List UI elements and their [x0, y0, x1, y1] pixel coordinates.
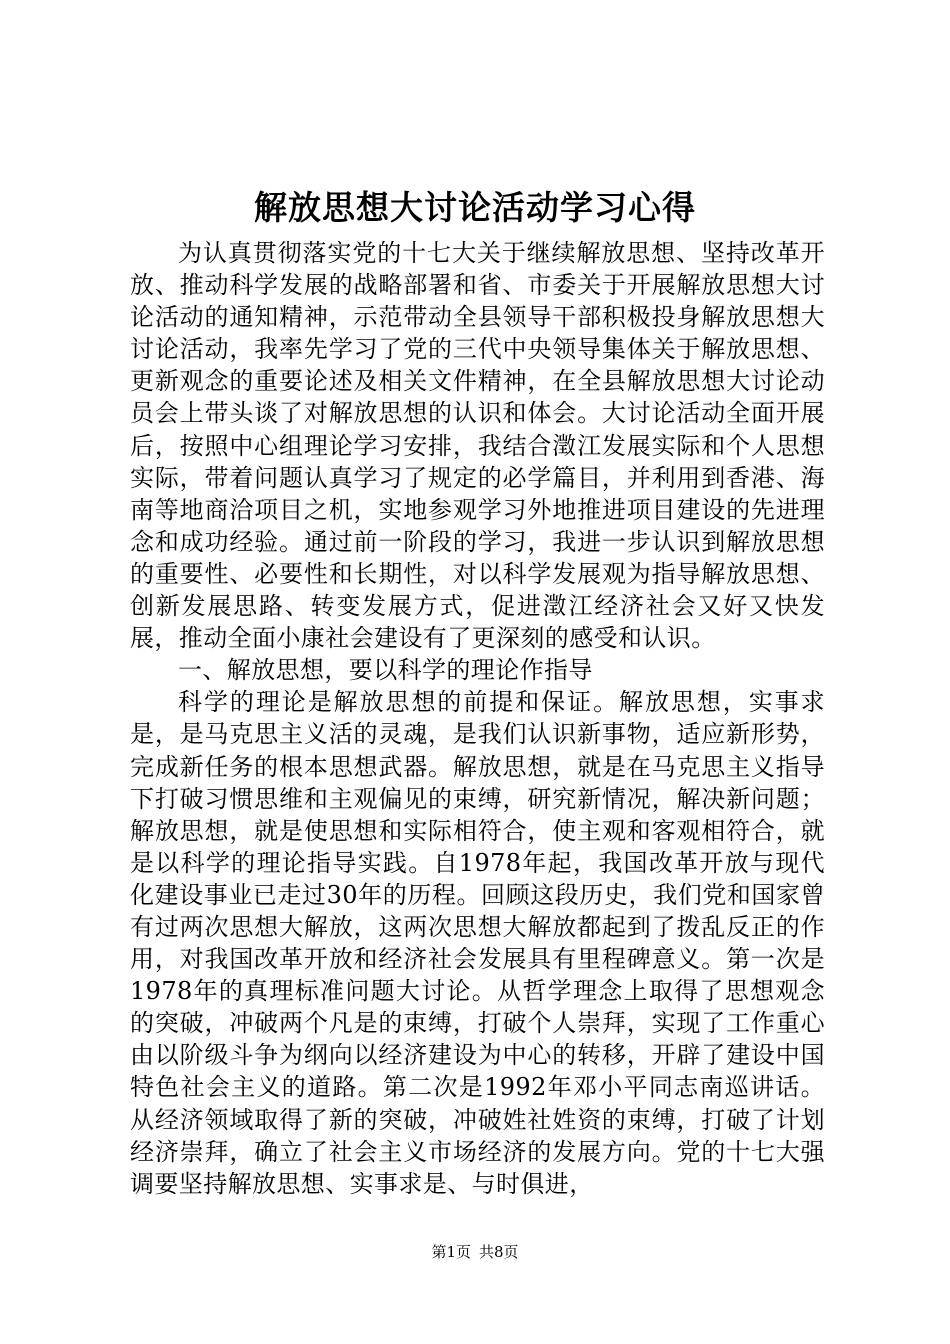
intro-paragraph: 为认真贯彻落实党的十七大关于继续解放思想、坚持改革开放、推动科学发展的战略部署和省、市委关于开展解放思想大讨论活动的通知精神，示范带动全县领导干部积极投身解放思想大讨论活动，我率先学习了党的三代中央领导集体关于解放思想、更新观念的重要论述及相关文件精神，在全县解放思想大讨论动员会上带头谈了对解放思想的认识和体会。大讨论活动全面开展后，按照中心组理论学习安排，我结合澂江发展实际和个人思想实际，带着问题认真学习了规定的必学篇目，并利用到香港、海南等地商洽项目之机，实地参观学习外地推进项目建设的先进理念和成功经验。通过前一阶段的学习，我进一步认识到解放思想的重要性、必要性和长期性，对以科学发展观为指导解放思想、创新发展思路、转变发展方式，促进澂江经济社会又好又快发展，推动全面小康社会建设有了更深刻的感受和认识。 — [130, 239, 825, 653]
page-number: 第1页 — [431, 1243, 471, 1261]
section-heading: 一、解放思想，要以科学的理论作指导 — [178, 656, 593, 685]
document-body — [130, 237, 825, 1200]
document-title: 解放思想大讨论活动学习心得 — [254, 188, 696, 227]
page-footer — [0, 1241, 950, 1263]
section-paragraph: 科学的理论是解放思想的前提和保证。解放思想，实事求是，是马克思主义活的灵魂，是我们认识新事物，适应新形势，完成新任务的根本思想武器。解放思想，就是在马克思主义指导下打破习惯思维和主观偏见的束缚，研究新情况，解决新问题；解放思想，就是使思想和实际相符合，使主观和客观相符合，就是以科学的理论指导实践。自1978年起，我国改革开放与现代化建设事业已走过30年的历程。回顾这段历史，我们党和国家曾有过两次思想大解放，这两次思想大解放都起到了拨乱反正的作用，对我国改革开放和经济社会发展具有里程碑意义。第一次是1978年的真理标准问题大讨论。从哲学理念上取得了思想观念的突破，冲破两个凡是的束缚，打破个人崇拜，实现了工作重心由以阶级斗争为纲向以经济建设为中心的转移，开辟了建设中国特色社会主义的道路。第二次是1992年邓小平同志南巡讲话。从经济领域取得了新的突破，冲破姓社姓资的束缚，打破了计划经济崇拜，确立了社会主义市场经济的发展方向。党的十七大强调要坚持解放思想、实事求是、与时俱进， — [130, 688, 825, 1198]
page-total: 共8页 — [479, 1243, 519, 1261]
